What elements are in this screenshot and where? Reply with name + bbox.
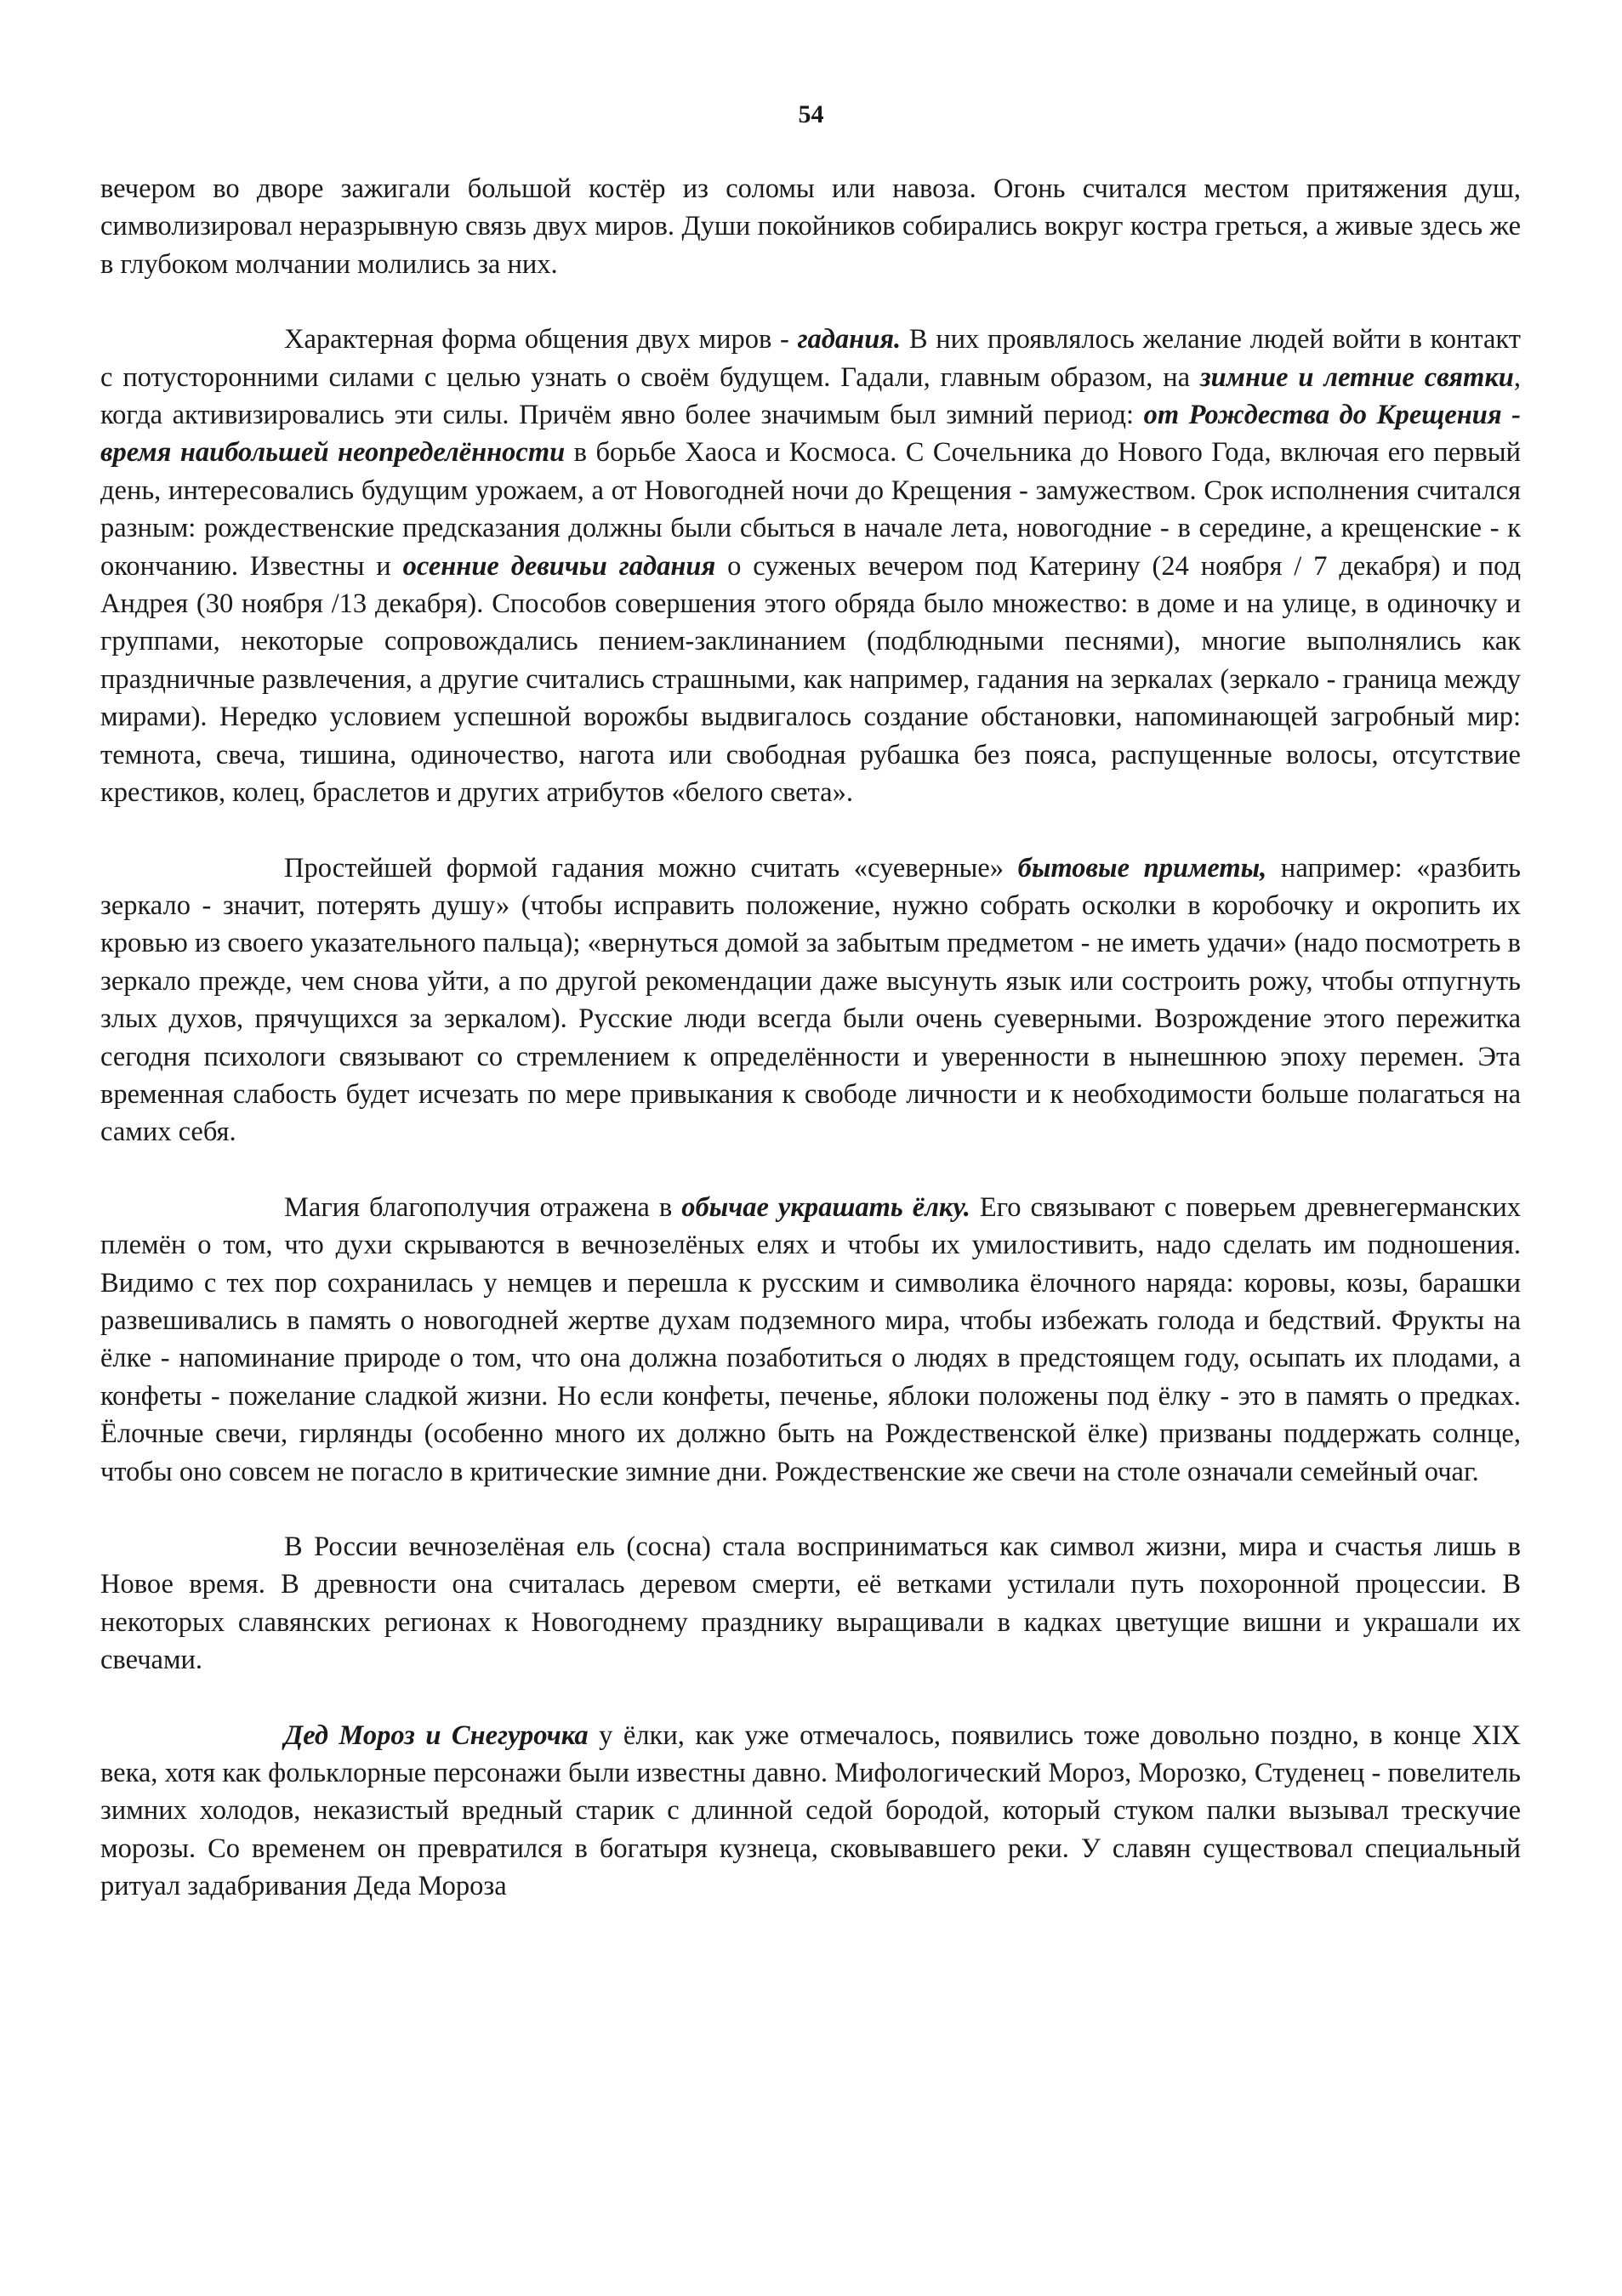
paragraph-1 [100, 170, 1521, 283]
emphasis-obychai-elka: обычае украшать ёлку. [681, 1191, 970, 1223]
text-run: Характерная форма общения двух миров - [284, 324, 798, 355]
text-run: у ёлки, как уже отмечалось, появились тоже довольно поздно, в конце XIX века, хотя как фольклорные персонажи были известны давно. Мифологический Мороз, Морозко, Студенец - повелитель зимних холодов, неказистый вредный старик с длинной седой бородой, который стуком палки вызывал трескучие морозы. Со временем он превратился в богатыря кузнеца, сковывавшего реки. У славян существовал специальный ритуал задабривания Деда Мороза [100, 1719, 1521, 1902]
paragraph-5 [100, 1528, 1521, 1679]
emphasis-ded-moroz: Дед Мороз и Снегурочка [284, 1719, 589, 1751]
text-run: В России вечнозелёная ель (сосна) стала восприниматься как символ жизни, мира и счастья лишь в Новое время. В древности она считалась деревом смерти, её ветками устилали путь похоронной процессии. В некоторых славянских регионах к Новогоднему празднику выращивали в кадках цветущие вишни и украшали их свечами. [100, 1532, 1521, 1676]
emphasis-osennie-gadaniya: осенние девичьи гадания [402, 550, 716, 582]
emphasis-rozhdestvo-kreshchenie: от Рождества до Крещения - время наибольшей неопределённости [100, 400, 1521, 469]
text-run: например: «разбить зеркало - значит, потерять душу» (чтобы исправить положение, нужно собрать осколки в коробочку и окропить их кровью из своего указательного пальца); «вернуться домой за забытым предметом - не иметь удачи» (надо посмотреть в зеркало прежде, чем снова уйти, а по другой рекомендации даже высунуть язык или состроить рожу, чтобы отпугнуть злых духов, прячущихся за зеркалом). Русские люди всегда были очень суеверными. Возрождение этого пережитка сегодня психологи связывают со стремлением к определённости и уверенности в нынешнюю эпоху перемен. Эта временная слабость будет исчезать по мере привыкания к свободе личности и к необходимости больше полагаться на самих себя. [100, 852, 1521, 1148]
text-run: вечером во дворе зажигали большой костёр из соломы или навоза. Огонь считался местом притяжения душ, символизировал неразрывную связь двух миров. Души покойников собирались вокруг костра греться, а живые здесь же в глубоком молчании молились за них. [100, 173, 1521, 280]
page-number: 54 [798, 100, 824, 128]
paragraph-6 [100, 1717, 1521, 1906]
emphasis-gadaniya: гадания. [797, 324, 902, 355]
text-run: Магия благополучия отражена в [284, 1191, 682, 1223]
paragraph-3 [100, 850, 1521, 1151]
paragraph-2 [100, 321, 1521, 811]
text-run: в борьбе Хаоса и Космоса. С Сочельника до Нового Года, включая его первый день, интересовались будущим урожаем, а от Новогодней ночи до Крещения - замужеством. Срок исполнения считался разным: рождественские предсказания должны были сбыться в начале лета, новогодние - в середине, а крещенские - к окончанию. Известны и [100, 437, 1521, 582]
paragraph-4 [100, 1189, 1521, 1491]
emphasis-bytovye-primety: бытовые приметы, [1017, 852, 1267, 884]
text-run: В них проявлялось желание людей войти в контакт с потусторонними силами с целью узнать о своём будущем. Гадали, главным образом, на [100, 324, 1521, 393]
document-body [100, 170, 1521, 1943]
text-run: , когда активизировались эти силы. Причём явно более значимым был зимний период: [100, 361, 1521, 431]
text-run: Простейшей формой гадания можно считать «суеверные» [284, 852, 1018, 884]
emphasis-svyatki: зимние и летние святки [1199, 361, 1514, 393]
text-run: Его связывают с поверьем древнегерманских племён о том, что духи скрываются в вечнозелёных елях и чтобы их умилостивить, надо сделать им подношения. Видимо с тех пор сохранилась у немцев и перешла к русским и символика ёлочного наряда: коровы, козы, барашки развешивались в память о новогодней жертве духам подземного мира, чтобы избежать голода и бедствий. Фрукты на ёлке - напоминание природе о том, что она должна позаботиться о людях в предстоящем году, осыпать их плодами, а конфеты - пожелание сладкой жизни. Но если конфеты, печенье, яблоки положены под ёлку - это в память о предках. Ёлочные свечи, гирлянды (особенно много их должно быть на Рождественской ёлке) призваны поддержать солнце, чтобы оно совсем не погасло в критические зимние дни. Рождественские же свечи на столе означали семейный очаг. [100, 1191, 1521, 1487]
text-run: о суженых вечером под Катерину (24 ноября / 7 декабря) и под Андрея (30 ноября /13 декабря). Способов совершения этого обряда было множество: в доме и на улице, в одиночку и группами, некоторые сопровождались пением-заклинанием (подблюдными песнями), многие выполнялись как праздничные развлечения, а другие считались страшными, как например, гадания на зеркалах (зеркало - граница между мирами). Нередко условием успешной ворожбы выдвигалось создание обстановки, напоминающей загробный мир: темнота, свеча, тишина, одиночество, нагота или свободная рубашка без пояса, распущенные волосы, отсутствие крестиков, колец, браслетов и других атрибутов «белого света». [100, 550, 1521, 809]
